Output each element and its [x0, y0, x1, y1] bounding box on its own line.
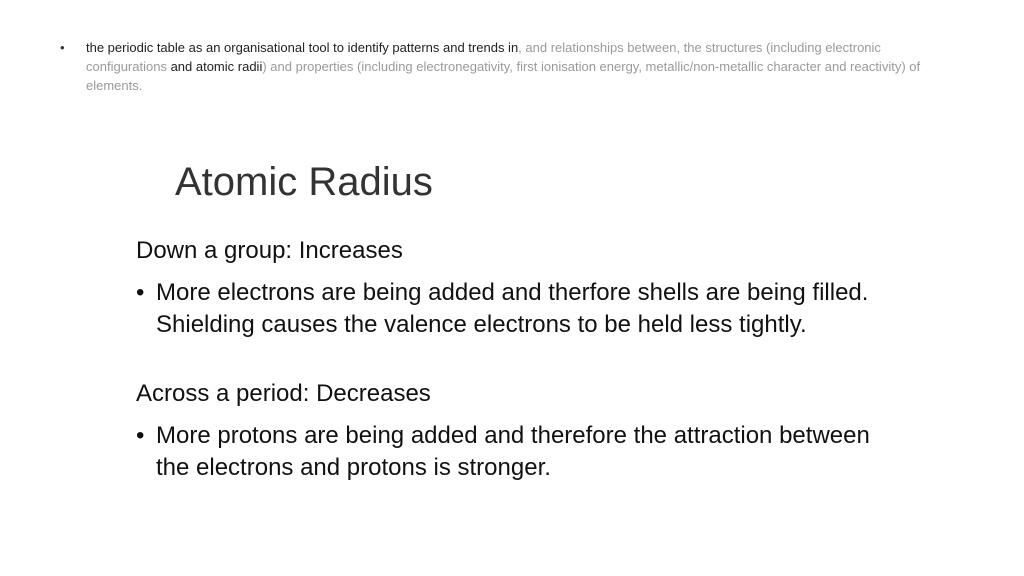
note-text — [86, 38, 940, 95]
section-heading-down-group: Down a group: Increases — [136, 237, 403, 264]
bullet-text: More electrons are being added and therfore shells are being filled. Shielding causes the valence electrons to be held less tightly. — [156, 279, 869, 338]
slide-title: Atomic Radius — [175, 160, 433, 204]
bullet-point-across-period — [136, 420, 896, 484]
note-text-muted-1: , and relationships between, the structures (including electronic configurations — [86, 40, 881, 74]
bullet-text: More protons are being added and therefore the attraction between the electrons and protons is stronger. — [156, 422, 870, 481]
note-text-dark-2: and atomic radii — [170, 59, 263, 74]
note-bullet: • — [60, 40, 65, 55]
bullet-dot: • — [136, 422, 145, 449]
bullet-dot: • — [136, 279, 145, 306]
note-text-muted-2: ) and properties (including electronegativity, first ionisation energy, metallic/non-metallic character and reactivity) of elements. — [86, 59, 921, 93]
section-heading-across-period: Across a period: Decreases — [136, 380, 431, 407]
spacer — [136, 341, 896, 378]
note-text-dark-1: the periodic table as an organisational tool to identify patterns and trends in — [86, 40, 519, 55]
bullet-point-down-group — [136, 277, 896, 341]
slide-body — [136, 235, 896, 484]
curriculum-note — [60, 38, 940, 95]
